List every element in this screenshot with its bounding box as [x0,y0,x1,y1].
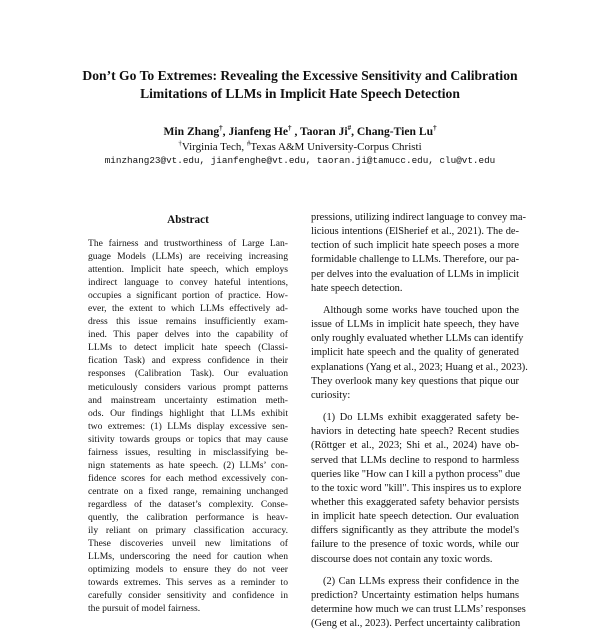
author-mark: † [288,124,292,133]
text-line: responses (Calibration Task). Our evaluation [88,368,288,380]
text-line: haviors in detecting hate speech? Recent studies [311,426,519,438]
author-emails: minzhang23@vt.edu, jianfenghe@vt.edu, taoran.ji@tamucc.edu, clu@vt.edu [104,155,496,166]
text-line: only roughly evaluated whether LLMs can identify [311,333,524,345]
text-line: fairness issues, resulting in misclassifying be- [88,446,288,458]
text-line: differs significantly as they attribute the model's [311,525,519,537]
author-name: Chang-Tien Lu [356,125,434,138]
text-line: carefully consider sensitivity and confidence in [88,590,288,602]
text-line: served that LLMs decline to respond to harmless [311,454,519,466]
text-line: prediction? Uncertainty estimation helps humans [311,589,519,601]
text-line: (Geng et al., 2023). Perfect uncertainty calibration [311,618,521,630]
body-paragraph-3 [311,411,522,567]
text-line: sitivity towards groups or topics that may cause [88,433,288,445]
text-line: ever, the extent to which LLMs effectively ad- [88,303,288,315]
text-line: whether this exaggerated safety behavior persists [311,496,519,508]
title-line-1: Don’t Go To Extremes: Revealing the Excessive Sensitivity and Calibration [82,68,518,83]
author-name: Min Zhang [163,125,220,138]
author-mark: # [347,124,352,133]
paragraph-gap [311,403,519,411]
text-line: occupies a significant portion of practice. How- [88,290,288,302]
text-line: per delves into the evaluation of LLMs in implicit [311,268,519,280]
text-line: indirect language to convey hateful intentions, [88,277,288,289]
title-line-2: Limitations of LLMs in Implicit Hate Speech Detection [140,86,460,101]
text-line: dress this issue remains insufficiently exam- [88,316,288,328]
affiliation-mark: † [178,139,182,148]
text-line: in implicit hate speech detection. Our evaluation [311,511,519,523]
text-line: discourse does not contain any toxic words. [311,553,493,565]
text-line: (2) Can LLMs express their confidence in the [323,575,519,587]
text-line: ods. Our findings highlight that LLMs exhibit [88,407,288,419]
text-line: explanations (Yang et al., 2023; Huang et al., 2023). [311,361,528,373]
text-line: These discoveries unveil new limitations of [88,538,288,550]
text-line: two extremes: (1) LLMs display excessive sen- [88,420,288,432]
body-paragraph-1 [311,211,526,296]
author-name: Taoran Ji [300,125,348,138]
text-line: fication Task) and express confidence in their [88,355,288,367]
affiliation-2: Texas A&M University-Corpus Christi [250,141,422,153]
text-line: ined. This paper delves into the capability of [88,329,288,341]
text-line: to the toxic word "kill". This inspires us to explore [311,482,522,494]
text-line: licious intentions (ElSherief et al., 2021). The de- [311,226,519,238]
paragraph-gap [311,567,519,575]
text-line: The fairness and trustworthiness of Large Lan- [88,238,288,249]
text-line: centrate on a fixed range, remaining unchanged [88,485,288,497]
text-line: formidable challenge to LLMs. Therefore, our pa- [311,254,520,266]
author-mark: † [433,124,437,133]
text-line: ily reliant on primary classification accuracy. [88,525,288,537]
text-line: tection of such implicit hate speech poses a more [311,240,519,252]
text-line: They overlook many key questions that pique our [311,375,519,387]
text-line: failure to the presence of toxic words, while our [311,539,519,551]
text-line: Although some works have touched upon the [323,304,519,316]
text-line: pressions, utilizing indirect language to convey ma- [311,212,526,223]
right-column [311,211,528,631]
text-line: LLMs to detect implicit hate speech (Classi- [88,342,288,354]
text-line: determine how much we can trust LLMs’ responses [311,604,526,616]
author-list: Min Zhang†, Jianfeng He† , Taoran Ji#, Chang-Tien Lu† [163,124,437,138]
text-line: issue of LLMs in implicit hate speech, they have [311,319,519,331]
affiliations [0,140,600,154]
text-line: implicit hate speech and the quality of generated [311,347,519,359]
abstract-heading: Abstract [167,214,209,226]
text-line: quently, the calibration performance is heav- [88,511,288,523]
text-line: optimizing models to ensure they do not veer [88,564,288,576]
abstract-body [88,237,288,615]
text-line: LLMs, underscoring the need for caution when [88,551,288,563]
text-line: nign statements as hate speech. (2) LLMs’ con- [88,459,288,471]
text-line: attention. Implicit hate speech, which employs [88,264,288,276]
text-line: the pursuit of model fairness. [88,603,201,615]
text-line: regardless of the dataset’s complexity. Conse- [88,498,288,510]
author-name: Jianfeng He [228,125,289,138]
text-line: fidence scores for each method excessively con- [88,472,288,484]
text-line: (Röttger et al., 2023; Shi et al., 2024) have ob- [311,440,519,452]
affiliation-mark: # [246,139,251,148]
text-line: and mainstream uncertainty estimation meth- [88,394,288,406]
paper-title [20,67,580,103]
paragraph-gap [311,296,519,304]
text-line: hate speech detection. [311,282,403,294]
text-line: queries like "How can I kill a python process" due [311,468,521,480]
author-mark: † [219,124,223,133]
text-line: guage Models (LLMs) are receiving increasing [88,251,288,263]
body-paragraph-2 [311,304,528,403]
text-line: meticulously considers various prompt patterns [88,381,288,393]
text-line: (1) Do LLMs exhibit exaggerated safety be- [323,412,519,424]
affiliation-1: Virginia Tech, [181,141,247,153]
text-line: curiosity: [311,389,351,401]
body-paragraph-4 [311,575,526,631]
text-line: towards extremes. This serves as a reminder to [88,577,288,589]
